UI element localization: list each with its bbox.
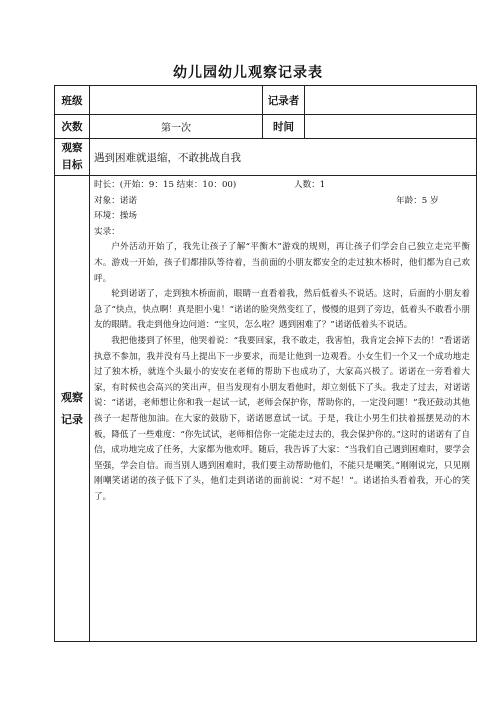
- goal-value: 遇到困难就退缩，不敢挑战自我: [90, 139, 477, 176]
- goal-label: [55, 139, 90, 176]
- record-paragraph-2: 轮到诺诺了，走到独木桥面前，眼睛一直看着我，然后低着头不说话。这时，后面的小朋友着急了“快点，快点啊！真是胆小鬼！”诺诺的脸突然变红了，慢慢的退到了旁边，低着头不敢看小朋友的眼睛。我走到他身边问道：“宝贝，怎么啦？遇到困难了？”诺诺低着头不说话。: [94, 289, 470, 331]
- session-value: 第一次: [90, 115, 263, 139]
- class-value-cell[interactable]: [90, 86, 263, 115]
- count-text: 人数：1: [294, 180, 326, 190]
- session-label: 次数: [55, 115, 90, 139]
- recorder-label: 记录者: [263, 86, 305, 115]
- record-content: [90, 176, 477, 642]
- record-label-line1: 观察: [61, 390, 83, 404]
- meta-line-1: [94, 178, 470, 194]
- class-label: 班级: [55, 86, 90, 115]
- time-value-cell[interactable]: [305, 115, 477, 139]
- record-label: [55, 176, 90, 642]
- meta-line-2: [94, 194, 470, 210]
- record-row: [55, 176, 477, 642]
- recorder-value-cell[interactable]: [305, 86, 477, 115]
- time-label: 时间: [263, 115, 305, 139]
- age-text: 年龄：5 岁: [396, 195, 439, 206]
- record-paragraph-1: 户外活动开始了，我先让孩子了解“平衡木”游戏的规则，再让孩子们学会自己独立走完平衡木。游戏一开始，孩子们都排队等待着，当前面的小朋友都安全的走过独木桥时，他们都为自己欢呼。: [94, 242, 470, 284]
- record-paragraph-3: 我把他搂到了怀里，他哭着说：“我要回家，我不敢走，我害怕，我肯定会掉下去的！”看诺诺执意不参加，我并没有马上提出下一步要求，而是让他到一边观看。小女生们一个又一个成功地走过了独木桥，就连个头最小的安安在老师的帮助下也成功了，大家高兴极了。诺诺在一旁看着大家，有时候也会高兴的笑出声，但当发现有小朋友看他时，却立刻低下了头。我走了过去，对诺诺说：“诺诺，老师想让你和我一起试一试，老师会保护你，帮助你的，一定没问题！”我还鼓动其他孩子一起帮他加油。在大家的鼓励下，诺诺愿意试一试。于是，我让小男生们扶着摇摆晃动的木板，降低了一些难度：“你先试试，老师相信你一定能走过去的，我会保护你的。”这时的诺诺有了自信，成功地完成了任务，大家都为他欢呼。随后，我告诉了大家：“当我们自己遇到困难时，要学会坚强，学会自信。而当别人遇到困难时，我们要主动帮助他们，不能只是嘲笑。”刚刚说完，只见刚刚嘲笑诺诺的孩子低下了头，他们走到诺诺的面前说：“对不起！”。诺诺抬头看着我，开心的笑了。: [94, 335, 470, 502]
- session-row: [55, 115, 477, 139]
- observation-table: [54, 85, 477, 642]
- goal-row: [55, 139, 477, 176]
- goal-label-line1: 观察: [61, 142, 83, 154]
- case-label: 实录：: [94, 226, 120, 237]
- goal-label-line2: 目标: [61, 159, 83, 171]
- environment-text: 环境：操场: [94, 211, 137, 222]
- record-label-line2: 记录: [61, 412, 83, 426]
- class-row: [55, 86, 477, 115]
- page-title: 幼儿园幼儿观察记录表: [173, 65, 323, 81]
- subject-text: 对象：诺诺: [94, 195, 137, 206]
- duration-text: 时长：(开始：9：15 结束：10：00): [94, 180, 237, 190]
